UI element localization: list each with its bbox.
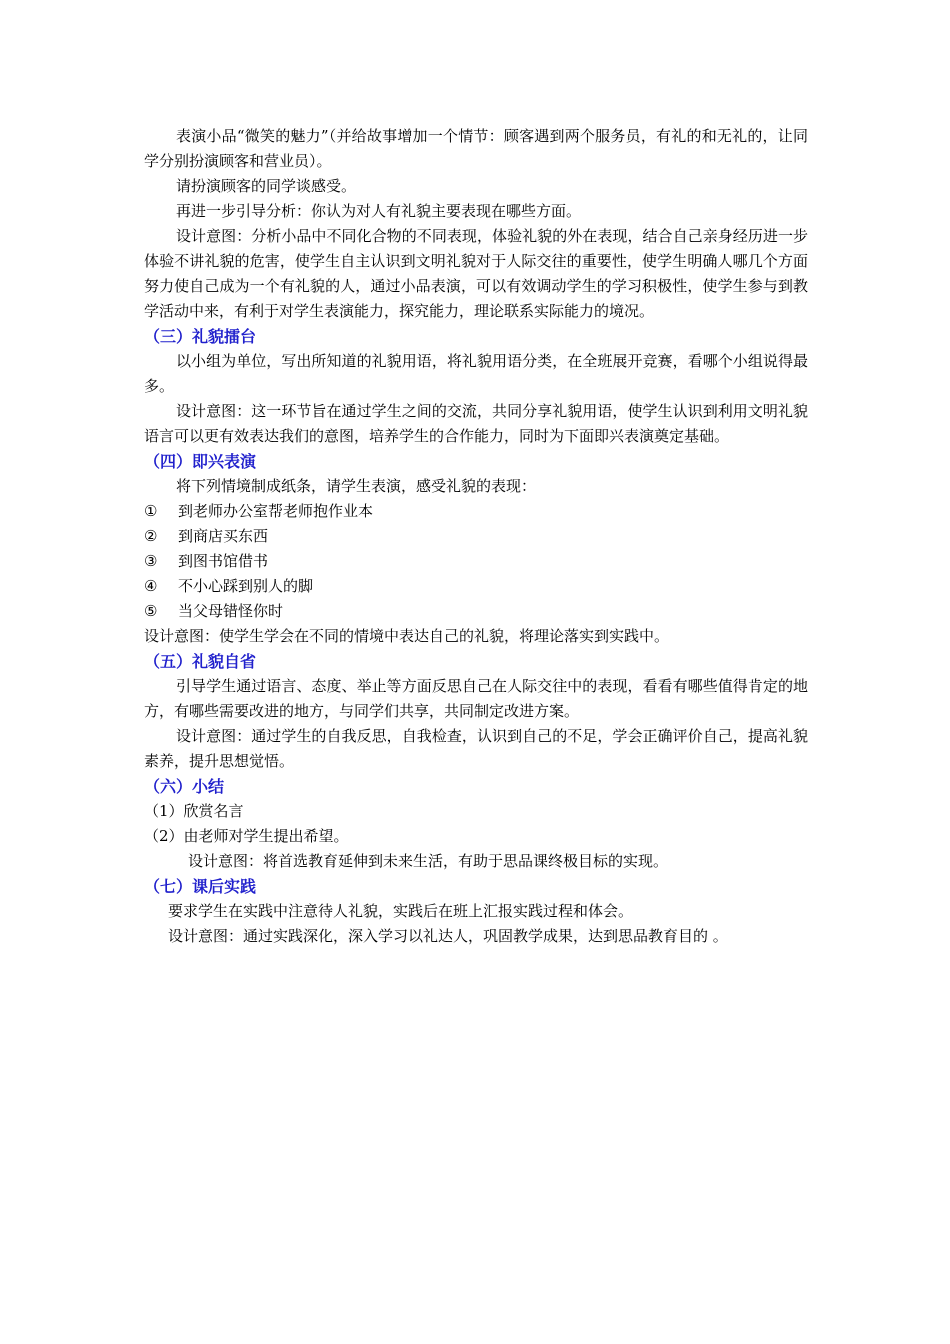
summary-item: （1）欣赏名言: [144, 802, 244, 820]
paragraph-group-contest: 以小组为单位，写出所知道的礼貌用语，将礼貌用语分类，在全班展开竞赛，看哪个小组说得最多。: [144, 352, 808, 395]
paragraph-skit: 表演小品“微笑的魅力”（并给故事增加一个情节：顾客遇到两个服务员，有礼的和无礼的，让同学分别扮演顾客和营业员）。: [144, 127, 808, 170]
paragraph-design-intent-contest: 设计意图：这一环节旨在通过学生之间的交流，共同分享礼貌用语，使学生认识到利用文明礼貌语言可以更有效表达我们的意图，培养学生的合作能力，同时为下面即兴表演奠定基础。: [144, 402, 808, 445]
list-number: ⑤: [144, 602, 158, 620]
list-item: [144, 574, 808, 599]
heading-section-5: （五）礼貌自省: [144, 652, 257, 671]
heading-section-4: （四）即兴表演: [144, 452, 257, 471]
list-number: ④: [144, 577, 158, 595]
heading-section-3: （三）礼貌擂台: [144, 327, 257, 346]
list-text: 不小心踩到别人的脚: [178, 577, 314, 595]
paragraph-scenario-intro: 将下列情境制成纸条，请学生表演，感受礼貌的表现：: [176, 477, 537, 495]
summary-item: （2）由老师对学生提出希望。: [144, 827, 349, 845]
list-text: 到图书馆借书: [178, 552, 269, 570]
list-item: [144, 524, 808, 549]
document-page: [144, 124, 808, 949]
list-item: [144, 549, 808, 574]
list-number: ③: [144, 552, 158, 570]
heading-section-7: （七）课后实践: [144, 877, 257, 896]
paragraph-design-intent-practice: 设计意图：通过实践深化，深入学习以礼达人，巩固教学成果，达到思品教育目的 。: [168, 927, 728, 945]
list-text: 到商店买东西: [178, 527, 269, 545]
list-text: 到老师办公室帮老师抱作业本: [178, 502, 374, 520]
list-item: [144, 599, 808, 624]
list-text: 当父母错怪你时: [178, 602, 284, 620]
paragraph-further-analysis: 再进一步引导分析：你认为对人有礼貌主要表现在哪些方面。: [176, 202, 582, 220]
heading-section-6: （六）小结: [144, 777, 225, 796]
paragraph-self-reflection: 引导学生通过语言、态度、举止等方面反思自己在人际交往中的表现，看看有哪些值得肯定的地方，有哪些需要改进的地方，与同学们共享，共同制定改进方案。: [144, 677, 808, 720]
list-number: ①: [144, 502, 158, 520]
paragraph-design-intent-performance: 设计意图：使学生学会在不同的情境中表达自己的礼貌，将理论落实到实践中。: [144, 627, 670, 645]
list-number: ②: [144, 527, 158, 545]
list-item: [144, 499, 808, 524]
paragraph-customer-feelings: 请扮演顾客的同学谈感受。: [176, 177, 357, 195]
paragraph-design-intent-reflection: 设计意图：通过学生的自我反思，自我检查，认识到自己的不足，学会正确评价自己，提高礼貌素养，提升思想觉悟。: [144, 727, 808, 770]
paragraph-design-intent-summary: 设计意图：将首选教育延伸到未来生活，有助于思品课终极目标的实现。: [188, 852, 669, 870]
paragraph-after-class-practice: 要求学生在实践中注意待人礼貌，实践后在班上汇报实践过程和体会。: [168, 902, 634, 920]
paragraph-design-intent-skit: 设计意图：分析小品中不同化合物的不同表现，体验礼貌的外在表现，结合自己亲身经历进一步体验不讲礼貌的危害，使学生自主认识到文明礼貌对于人际交往的重要性，使学生明确人哪几个方面努力使自己成为一个有礼貌的人，通过小品表演，可以有效调动学生的学习积极性，使学生参与到教学活动中来，有利于对学生表演能力，探究能力，理论联系实际能力的境况。: [144, 227, 808, 320]
